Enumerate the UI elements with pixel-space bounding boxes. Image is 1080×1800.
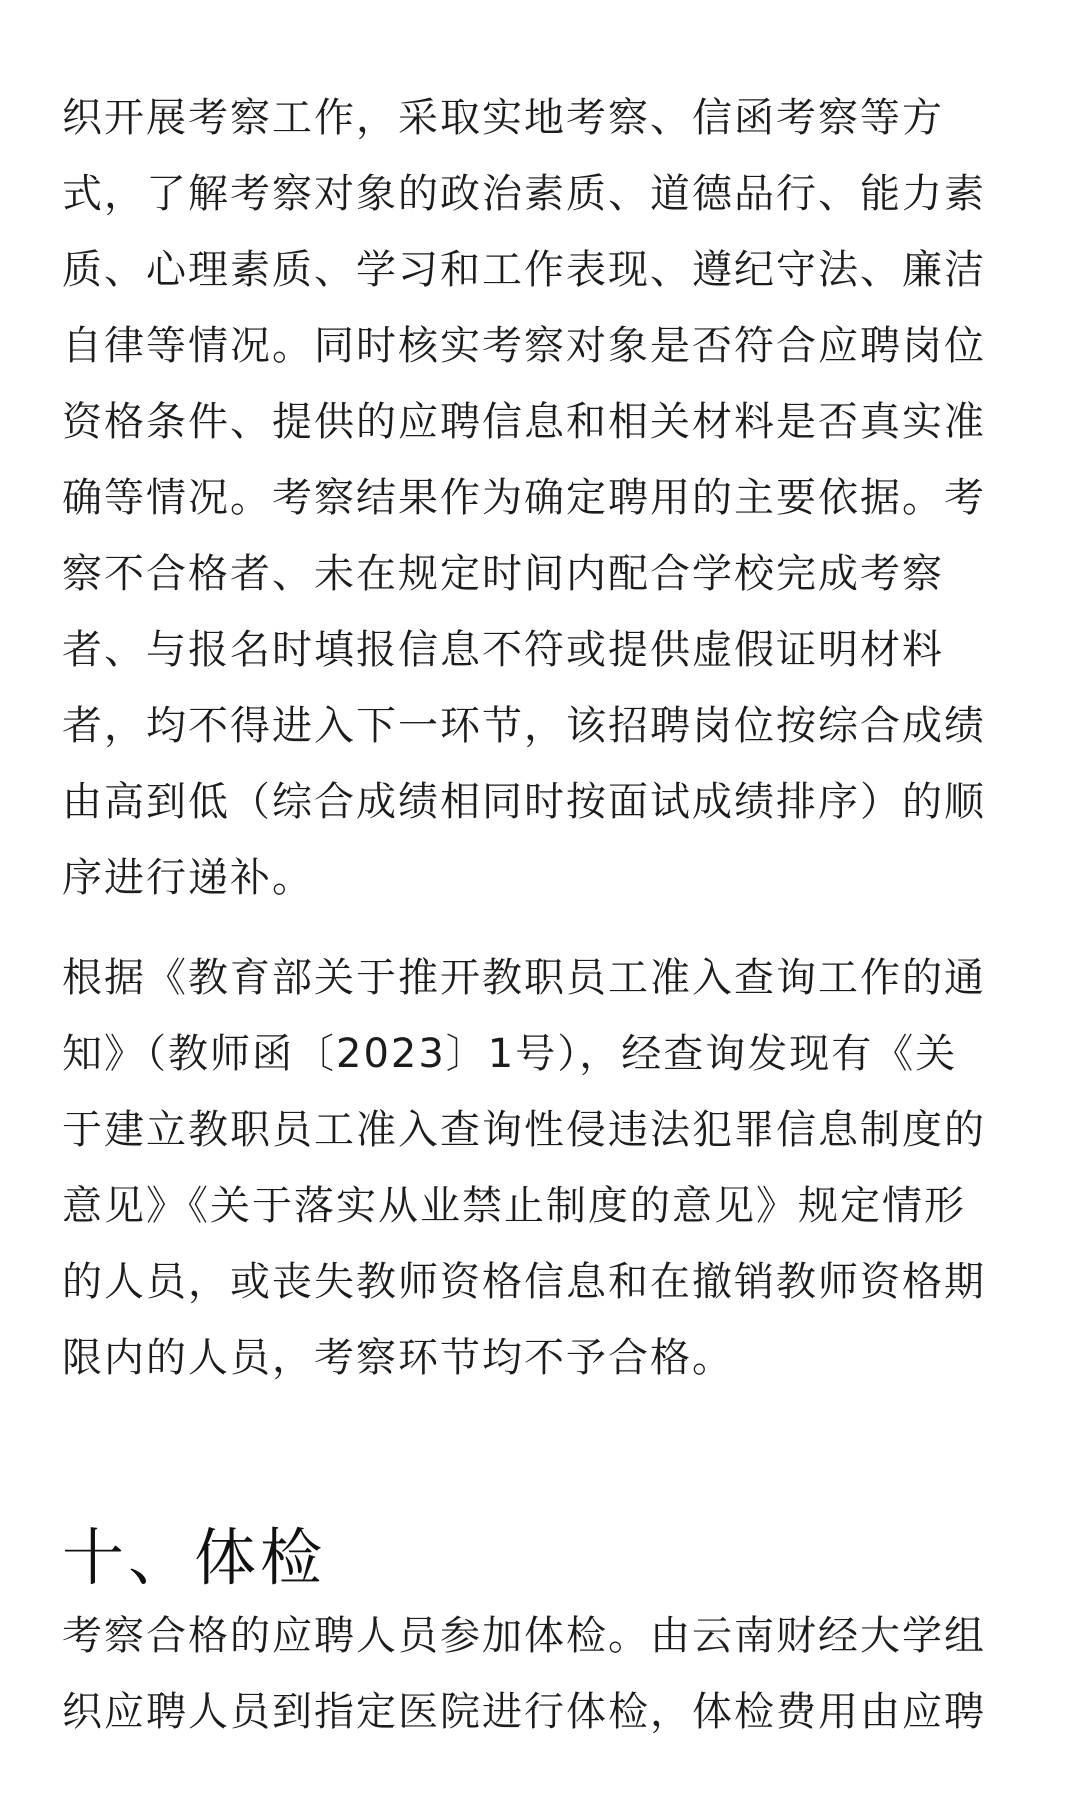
paragraph-line: 根据《教育部关于推开教职员工准入查询工作的通 [62, 955, 986, 1001]
paragraph-line: 自律等情况。同时核实考察对象是否符合应聘岗位 [62, 323, 986, 369]
paragraph-line: 由高到低（综合成绩相同时按面试成绩排序）的顺 [62, 779, 986, 825]
paragraph-line: 织应聘人员到指定医院进行体检，体检费用由应聘 [62, 1689, 986, 1735]
paragraph-line: 式，了解考察对象的政治素质、道德品行、能力素 [62, 171, 986, 217]
paragraph-line: 知》（教师函〔2023〕1号），经查询发现有《关 [62, 1031, 958, 1077]
paragraph-line: 确等情况。考察结果作为确定聘用的主要依据。考 [62, 475, 986, 521]
paragraph-line: 考察合格的应聘人员参加体检。由云南财经大学组 [62, 1613, 986, 1659]
paragraph-line: 者，均不得进入下一环节，该招聘岗位按综合成绩 [62, 703, 986, 749]
paragraph-line: 资格条件、提供的应聘信息和相关材料是否真实准 [62, 399, 986, 445]
paragraph-inspection-process [62, 80, 1022, 916]
paragraph-line: 意见》《关于落实从业禁止制度的意见》规定情形 [62, 1183, 966, 1229]
paragraph-line: 织开展考察工作，采取实地考察、信函考察等方 [62, 95, 944, 141]
paragraph-physical-exam [62, 1598, 1022, 1750]
paragraph-line: 者、与报名时填报信息不符或提供虚假证明材料 [62, 627, 944, 673]
section-heading: 十、体检 [62, 1521, 327, 1595]
paragraph-line: 的人员，或丧失教师资格信息和在撤销教师资格期 [62, 1259, 986, 1305]
paragraph-access-query [62, 940, 1022, 1396]
paragraph-line: 察不合格者、未在规定时间内配合学校完成考察 [62, 551, 944, 597]
paragraph-line: 于建立教职员工准入查询性侵违法犯罪信息制度的 [62, 1107, 986, 1153]
paragraph-line: 序进行递补。 [62, 855, 314, 901]
paragraph-line: 限内的人员，考察环节均不予合格。 [62, 1335, 734, 1381]
paragraph-line: 质、心理素质、学习和工作表现、遵纪守法、廉洁 [62, 247, 986, 293]
